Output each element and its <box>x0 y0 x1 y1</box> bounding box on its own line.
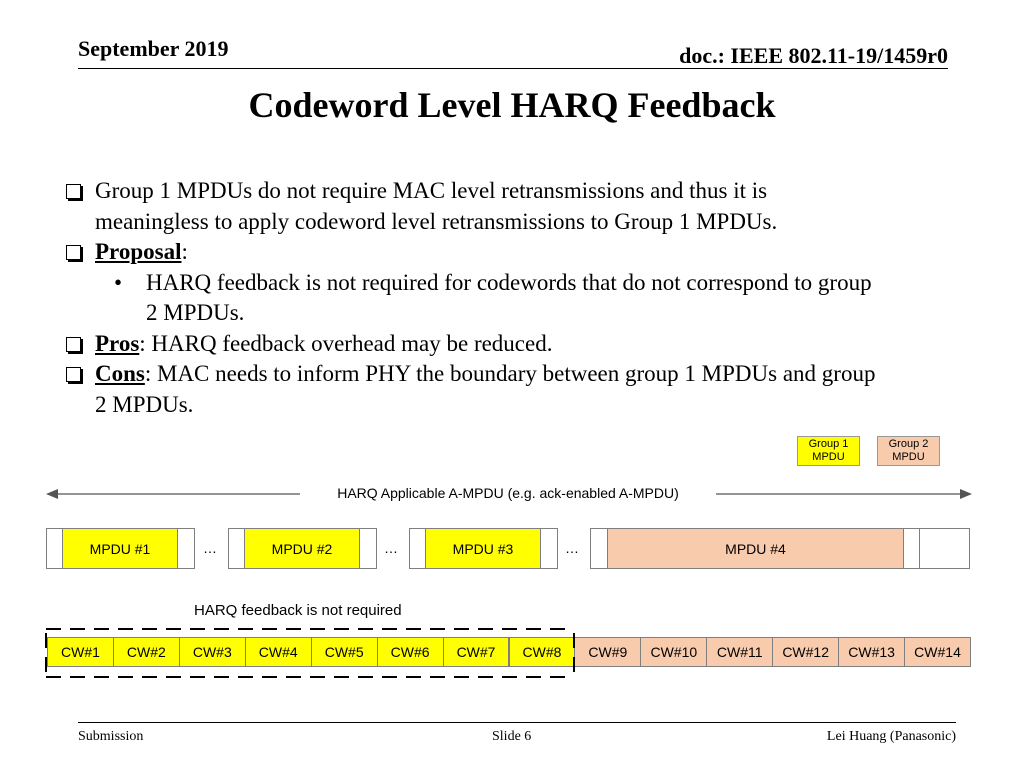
slide-title: Codeword Level HARQ Feedback <box>248 85 776 125</box>
mpdu-3: MPDU #3 <box>425 528 541 569</box>
bullet-1-line-2: meaningless to apply codeword level retransmissions to Group 1 MPDUs. <box>95 208 778 234</box>
mpdu-padding <box>177 528 195 569</box>
legend-group-2-line-1: Group 2 <box>888 438 929 450</box>
codeword-cell: CW#1 <box>47 637 114 667</box>
pros-text: : HARQ feedback overhead may be reduced. <box>139 330 553 356</box>
codeword-cell: CW#2 <box>113 637 180 667</box>
sub-bullet-line-2: 2 MPDUs. <box>146 300 245 325</box>
harq-not-required-label: HARQ feedback is not required <box>194 602 402 619</box>
codeword-cell: CW#12 <box>772 637 839 667</box>
codeword-cell: CW#14 <box>904 637 971 667</box>
footer-submission: Submission <box>78 729 144 744</box>
footer-slide-number: Slide 6 <box>492 729 532 744</box>
codeword-cell: CW#3 <box>179 637 246 667</box>
bullet-3-line <box>95 329 552 360</box>
mpdu-1: MPDU #1 <box>62 528 178 569</box>
a-mpdu-label: HARQ Applicable A-MPDU (e.g. ack-enabled A-MPDU) <box>300 485 716 501</box>
ellipsis: … <box>565 540 579 556</box>
codeword-cell: CW#10 <box>640 637 707 667</box>
bullet-4-line-2: 2 MPDUs. <box>95 391 194 417</box>
legend-group-2 <box>877 436 940 466</box>
codeword-cell: CW#9 <box>574 637 641 667</box>
sub-bullet-dot: • <box>114 269 123 295</box>
arrow-right-head-icon <box>960 489 972 499</box>
bullet-4-line-1 <box>95 359 875 390</box>
pros-label: Pros <box>95 330 140 356</box>
codeword-cell: CW#7 <box>443 637 510 667</box>
header-divider <box>78 68 948 69</box>
mpdu-4: MPDU #4 <box>607 528 904 569</box>
legend-group-2-line-2: MPDU <box>892 451 925 463</box>
codeword-cell: CW#6 <box>377 637 444 667</box>
ellipsis: … <box>384 540 398 556</box>
mpdu-delimiter <box>46 528 63 569</box>
legend-group-1 <box>797 436 860 466</box>
codeword-cell: CW#11 <box>706 637 773 667</box>
mpdu-delimiter <box>590 528 608 569</box>
cons-text: : MAC needs to inform PHY the boundary between group 1 MPDUs and group <box>144 361 876 386</box>
footer-author: Lei Huang (Panasonic) <box>826 729 956 744</box>
mpdu-padding <box>903 528 920 569</box>
mpdu-padding <box>359 528 377 569</box>
bullet-2-line <box>95 237 188 268</box>
proposal-colon: : <box>181 239 188 264</box>
codeword-cell: CW#8 <box>509 637 576 667</box>
codeword-cell: CW#4 <box>245 637 312 667</box>
proposal-label: Proposal <box>95 239 182 264</box>
group-1-codeword-bracket <box>44 625 580 680</box>
codeword-cell: CW#5 <box>311 637 378 667</box>
checkbox-bullet-icon <box>66 245 81 260</box>
mpdu-2: MPDU #2 <box>244 528 360 569</box>
checkbox-bullet-icon <box>66 337 81 352</box>
header-doc-id: doc.: IEEE 802.11-19/1459r0 <box>679 43 948 68</box>
cons-label: Cons <box>95 361 145 386</box>
footer-divider <box>78 722 956 723</box>
legend-group-1-line-1: Group 1 <box>808 438 849 450</box>
arrow-left-head-icon <box>46 489 58 499</box>
legend-group-1-line-2: MPDU <box>812 451 845 463</box>
header-date: September 2019 <box>78 36 229 61</box>
ellipsis: … <box>203 540 217 556</box>
bullet-list <box>66 176 986 420</box>
checkbox-bullet-icon <box>66 367 81 382</box>
mpdu-delimiter <box>409 528 426 569</box>
bullet-1-line-1: Group 1 MPDUs do not require MAC level retransmissions and thus it is <box>95 178 768 203</box>
eof-padding <box>919 528 970 569</box>
checkbox-bullet-icon <box>66 184 81 199</box>
mpdu-delimiter <box>228 528 245 569</box>
sub-bullet-line-1: HARQ feedback is not required for codewords that do not correspond to group <box>146 269 872 295</box>
codeword-cell: CW#13 <box>838 637 905 667</box>
mpdu-padding <box>540 528 558 569</box>
